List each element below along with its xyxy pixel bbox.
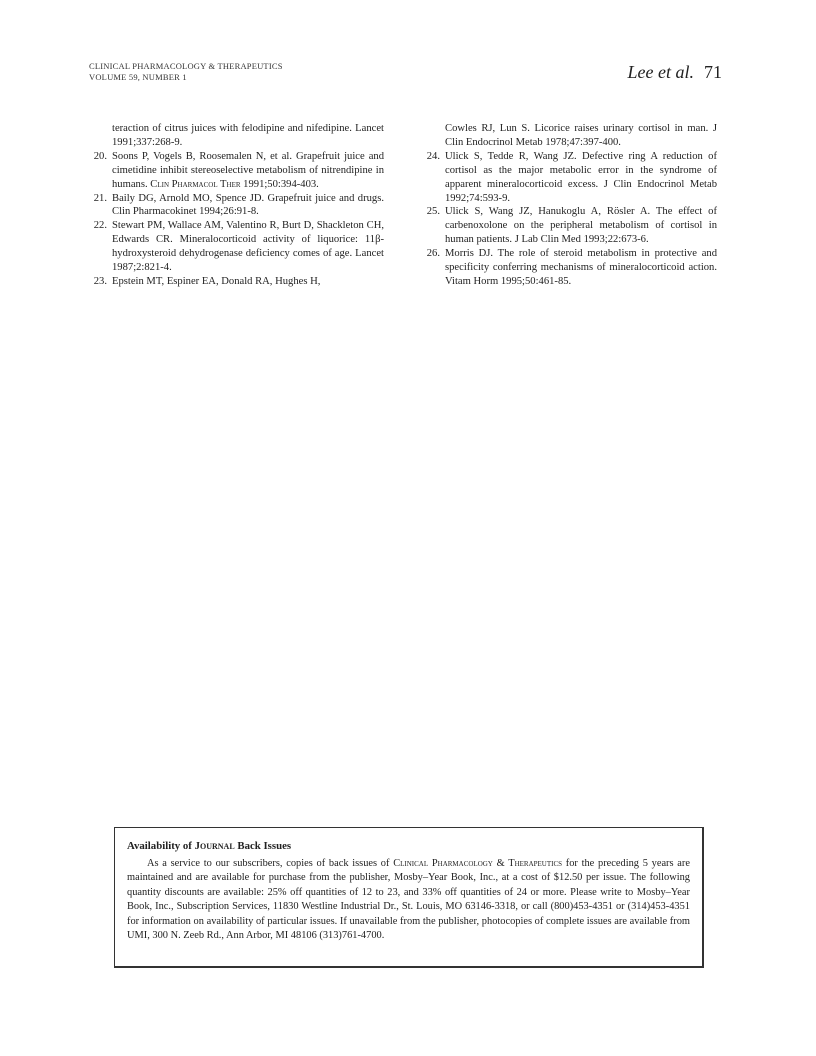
- reference-item: [89, 275, 384, 289]
- notice-journal-name: Clinical Pharmacology & Therapeutics: [393, 857, 563, 869]
- references-left-column: [89, 122, 384, 289]
- notice-body-part: As a service to our subscribers, copies of back issues of: [147, 857, 394, 869]
- reference-number: 26.: [426, 248, 440, 260]
- page-header-right: [628, 62, 722, 83]
- reference-number: 25.: [426, 206, 440, 218]
- reference-number: 20.: [93, 150, 107, 162]
- reference-item: [89, 192, 384, 220]
- reference-text: Ulick S, Wang JZ, Hanukoglu A, Rösler A. The effect of carbenoxolone on the peripheral metabolism of cortisol in human patients. J Lab Clin Med 1993;22:673-6.: [445, 206, 717, 246]
- journal-name: CLINICAL PHARMACOLOGY & THERAPEUTICS: [89, 61, 283, 71]
- reference-item: [422, 150, 717, 206]
- reference-item: [89, 122, 384, 150]
- author-label: Lee et al.: [627, 62, 694, 82]
- reference-text: Ulick S, Tedde R, Wang JZ. Defective ring A reduction of cortisol as the major metabolic error in the syndrome of apparent mineralocorticoid excess. J Clin Endocrinol Metab 1992;74:593-9.: [445, 150, 717, 204]
- notice-body: [127, 857, 690, 944]
- reference-text: Baily DG, Arnold MO, Spence JD. Grapefruit juice and drugs. Clin Pharmacokinet 1994;26:91-8.: [112, 192, 384, 218]
- notice-title-part: Back Issues: [234, 840, 292, 852]
- notice-body-part: for the preceding 5 years are maintained and are available for purchase from the publisher, Mosby–Year Book, Inc., at a cost of $12.50 per issue. The following quantity discounts are available: 25% off quantities of 12 to 23, and 33% off quantities of 24 or more. Please write to Mosby–Year Book, Inc., Subscription Services, 11830 Westline Industrial Dr., St. Louis, MO 63146-3318, or call (800)453-4351 or (314)453-4351 for information on availability of particular issues. If unavailable from the publisher, photocopies of complete issues are available from UMI, 300 N. Zeeb Rd., Ann Arbor, MI 48106 (313)761-4700.: [127, 857, 690, 941]
- running-header: [89, 61, 283, 83]
- reference-text: teraction of citrus juices with felodipine and nifedipine. Lancet 1991;337:268-9.: [112, 123, 384, 148]
- reference-number: 22.: [93, 220, 107, 232]
- notice-title: [127, 839, 690, 854]
- reference-item: [422, 247, 717, 289]
- reference-text: [112, 151, 384, 190]
- reference-item: [422, 122, 717, 150]
- reference-text-part: 1991;50:394-403.: [240, 178, 319, 190]
- volume-info: VOLUME 59, NUMBER 1: [89, 72, 187, 82]
- reference-text-part: Soons P, Vogels B, Roosemalen N, et al. Grapefruit juice and cimetidine inhibit stereoselective metabolism of nitrendipine in humans.: [112, 150, 384, 190]
- notice-title-journal: Journal: [194, 840, 235, 852]
- reference-item: [89, 150, 384, 192]
- reference-number: 23.: [93, 275, 107, 287]
- reference-item: [422, 205, 717, 247]
- reference-item: [89, 219, 384, 275]
- references-right-column: [422, 122, 717, 289]
- reference-text: Morris DJ. The role of steroid metabolism in protective and specificity conferring mechanisms of mineralocorticoid action. Vitam Horm 1995;50:461-85.: [445, 248, 717, 287]
- journal-abbrev: Clin Pharmacol Ther: [150, 178, 241, 190]
- reference-number: 21.: [93, 192, 107, 204]
- back-issues-notice: [114, 827, 704, 968]
- reference-text: Stewart PM, Wallace AM, Valentino R, Burt D, Shackleton CH, Edwards CR. Mineralocorticoid activity of liquorice: 11β-hydroxysteroid dehydrogenase deficiency comes of age. Lancet 1987;2:821-4.: [112, 220, 384, 274]
- reference-number: 24.: [426, 150, 440, 162]
- reference-text: Cowles RJ, Lun S. Licorice raises urinary cortisol in man. J Clin Endocrinol Metab 1978;47:397-400.: [445, 123, 717, 148]
- reference-text: Epstein MT, Espiner EA, Donald RA, Hughes H,: [112, 275, 321, 287]
- page-number: 71: [704, 62, 722, 82]
- notice-title-part: Availability of: [127, 840, 195, 852]
